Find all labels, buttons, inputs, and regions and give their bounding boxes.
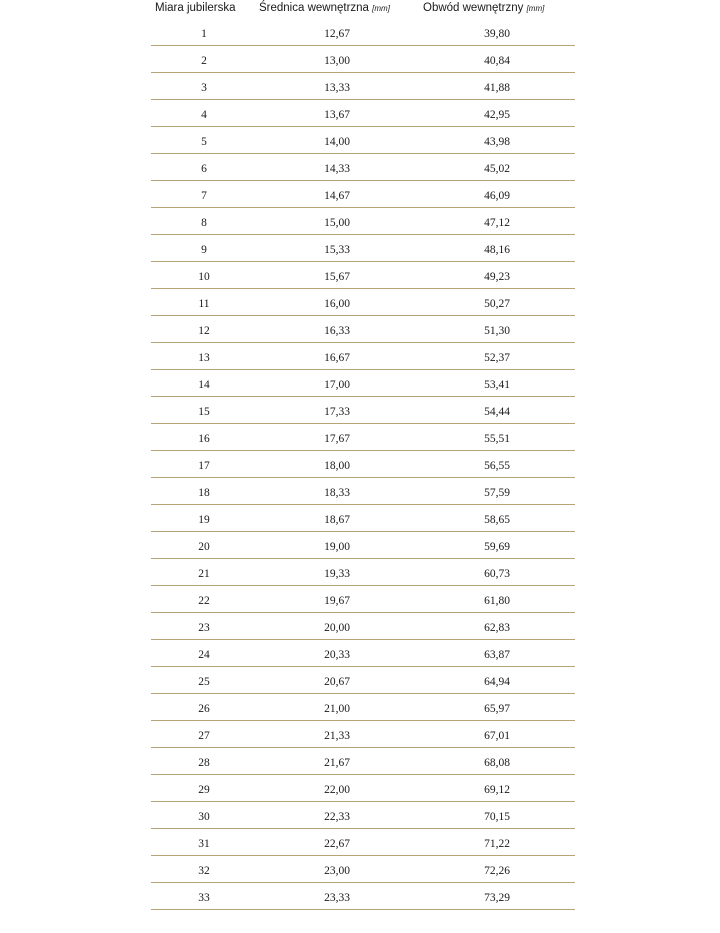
column-header-circumference-unit: [mm] <box>526 4 545 13</box>
cell-circumference: 71,22 <box>484 838 510 850</box>
cell-size: 16 <box>198 433 210 445</box>
table-row <box>151 262 575 289</box>
cell-size: 8 <box>201 217 207 229</box>
table-row <box>151 424 575 451</box>
cell-size: 21 <box>198 568 210 580</box>
column-header-size <box>155 2 236 14</box>
table-row <box>151 532 575 559</box>
cell-size: 12 <box>198 325 210 337</box>
table-row <box>151 748 575 775</box>
cell-diameter: 21,67 <box>324 757 350 769</box>
cell-size: 23 <box>198 622 210 634</box>
table-row <box>151 694 575 721</box>
cell-diameter: 23,33 <box>324 892 350 904</box>
cell-diameter: 15,67 <box>324 271 350 283</box>
cell-diameter: 22,00 <box>324 784 350 796</box>
table-row <box>151 289 575 316</box>
cell-diameter: 23,00 <box>324 865 350 877</box>
table-row <box>151 343 575 370</box>
cell-diameter: 21,33 <box>324 730 350 742</box>
table-body <box>151 19 575 910</box>
table-row <box>151 370 575 397</box>
column-header-diameter-unit: [mm] <box>372 4 390 13</box>
cell-circumference: 47,12 <box>484 217 510 229</box>
cell-size: 29 <box>198 784 210 796</box>
cell-circumference: 49,23 <box>484 271 510 283</box>
cell-diameter: 16,67 <box>324 352 350 364</box>
cell-diameter: 13,67 <box>324 109 350 121</box>
cell-circumference: 42,95 <box>484 109 510 121</box>
cell-size: 28 <box>198 757 210 769</box>
cell-circumference: 70,15 <box>484 811 510 823</box>
cell-circumference: 67,01 <box>484 730 510 742</box>
cell-diameter: 15,33 <box>324 244 350 256</box>
cell-size: 30 <box>198 811 210 823</box>
table-row <box>151 73 575 100</box>
table-row <box>151 127 575 154</box>
cell-size: 27 <box>198 730 210 742</box>
ring-size-table <box>151 0 575 904</box>
cell-diameter: 13,00 <box>324 55 350 67</box>
cell-diameter: 17,00 <box>324 379 350 391</box>
cell-size: 19 <box>198 514 210 526</box>
table-row <box>151 397 575 424</box>
cell-size: 17 <box>198 460 210 472</box>
cell-circumference: 52,37 <box>484 352 510 364</box>
cell-size: 1 <box>201 28 207 40</box>
table-row <box>151 451 575 478</box>
cell-diameter: 14,00 <box>324 136 350 148</box>
cell-circumference: 72,26 <box>484 865 510 877</box>
table-row <box>151 316 575 343</box>
table-row <box>151 586 575 613</box>
table-row <box>151 559 575 586</box>
table-row <box>151 829 575 856</box>
cell-circumference: 68,08 <box>484 757 510 769</box>
cell-size: 9 <box>201 244 207 256</box>
cell-size: 26 <box>198 703 210 715</box>
table-row <box>151 640 575 667</box>
cell-circumference: 57,59 <box>484 487 510 499</box>
table-row <box>151 100 575 127</box>
table-row <box>151 802 575 829</box>
cell-circumference: 46,09 <box>484 190 510 202</box>
cell-size: 2 <box>201 55 207 67</box>
cell-size: 3 <box>201 82 207 94</box>
table-row <box>151 181 575 208</box>
cell-size: 14 <box>198 379 210 391</box>
cell-size: 24 <box>198 649 210 661</box>
cell-size: 32 <box>198 865 210 877</box>
cell-diameter: 15,00 <box>324 217 350 229</box>
cell-diameter: 18,00 <box>324 460 350 472</box>
cell-circumference: 50,27 <box>484 298 510 310</box>
cell-circumference: 39,80 <box>484 28 510 40</box>
column-header-diameter <box>259 2 390 14</box>
cell-diameter: 18,67 <box>324 514 350 526</box>
cell-size: 6 <box>201 163 207 175</box>
cell-circumference: 58,65 <box>484 514 510 526</box>
column-header-circumference-label: Obwód wewnętrzny <box>423 2 524 14</box>
table-row <box>151 775 575 802</box>
cell-size: 22 <box>198 595 210 607</box>
cell-diameter: 20,67 <box>324 676 350 688</box>
cell-circumference: 55,51 <box>484 433 510 445</box>
cell-diameter: 20,00 <box>324 622 350 634</box>
cell-diameter: 16,00 <box>324 298 350 310</box>
cell-size: 5 <box>201 136 207 148</box>
table-row <box>151 883 575 910</box>
table-row <box>151 208 575 235</box>
cell-size: 11 <box>198 298 210 310</box>
cell-circumference: 65,97 <box>484 703 510 715</box>
cell-circumference: 62,83 <box>484 622 510 634</box>
cell-diameter: 17,33 <box>324 406 350 418</box>
cell-circumference: 59,69 <box>484 541 510 553</box>
cell-circumference: 61,80 <box>484 595 510 607</box>
cell-circumference: 48,16 <box>484 244 510 256</box>
cell-size: 15 <box>198 406 210 418</box>
cell-diameter: 14,33 <box>324 163 350 175</box>
cell-diameter: 12,67 <box>324 28 350 40</box>
cell-diameter: 21,00 <box>324 703 350 715</box>
cell-circumference: 41,88 <box>484 82 510 94</box>
table-row <box>151 505 575 532</box>
cell-circumference: 64,94 <box>484 676 510 688</box>
table-row <box>151 856 575 883</box>
cell-diameter: 17,67 <box>324 433 350 445</box>
cell-diameter: 16,33 <box>324 325 350 337</box>
cell-size: 33 <box>198 892 210 904</box>
cell-circumference: 73,29 <box>484 892 510 904</box>
table-row <box>151 478 575 505</box>
cell-diameter: 19,67 <box>324 595 350 607</box>
cell-circumference: 56,55 <box>484 460 510 472</box>
cell-circumference: 53,41 <box>484 379 510 391</box>
cell-size: 13 <box>198 352 210 364</box>
column-header-size-label: Miara jubilerska <box>155 2 236 14</box>
cell-circumference: 63,87 <box>484 649 510 661</box>
cell-diameter: 13,33 <box>324 82 350 94</box>
cell-size: 4 <box>201 109 207 121</box>
cell-circumference: 54,44 <box>484 406 510 418</box>
table-row <box>151 46 575 73</box>
cell-diameter: 18,33 <box>324 487 350 499</box>
table-row <box>151 154 575 181</box>
cell-circumference: 60,73 <box>484 568 510 580</box>
cell-size: 31 <box>198 838 210 850</box>
cell-diameter: 22,67 <box>324 838 350 850</box>
table-header-row <box>151 0 575 19</box>
table-row <box>151 667 575 694</box>
cell-diameter: 14,67 <box>324 190 350 202</box>
cell-circumference: 45,02 <box>484 163 510 175</box>
table-row <box>151 235 575 262</box>
cell-size: 25 <box>198 676 210 688</box>
cell-size: 20 <box>198 541 210 553</box>
table-row <box>151 19 575 46</box>
cell-size: 7 <box>201 190 207 202</box>
cell-size: 10 <box>198 271 210 283</box>
cell-diameter: 19,00 <box>324 541 350 553</box>
cell-circumference: 43,98 <box>484 136 510 148</box>
cell-diameter: 22,33 <box>324 811 350 823</box>
cell-size: 18 <box>198 487 210 499</box>
column-header-diameter-label: Średnica wewnętrzna <box>259 2 369 14</box>
table-row <box>151 721 575 748</box>
table-row <box>151 613 575 640</box>
column-header-circumference <box>423 2 544 14</box>
cell-circumference: 51,30 <box>484 325 510 337</box>
cell-diameter: 19,33 <box>324 568 350 580</box>
cell-circumference: 69,12 <box>484 784 510 796</box>
cell-circumference: 40,84 <box>484 55 510 67</box>
cell-diameter: 20,33 <box>324 649 350 661</box>
